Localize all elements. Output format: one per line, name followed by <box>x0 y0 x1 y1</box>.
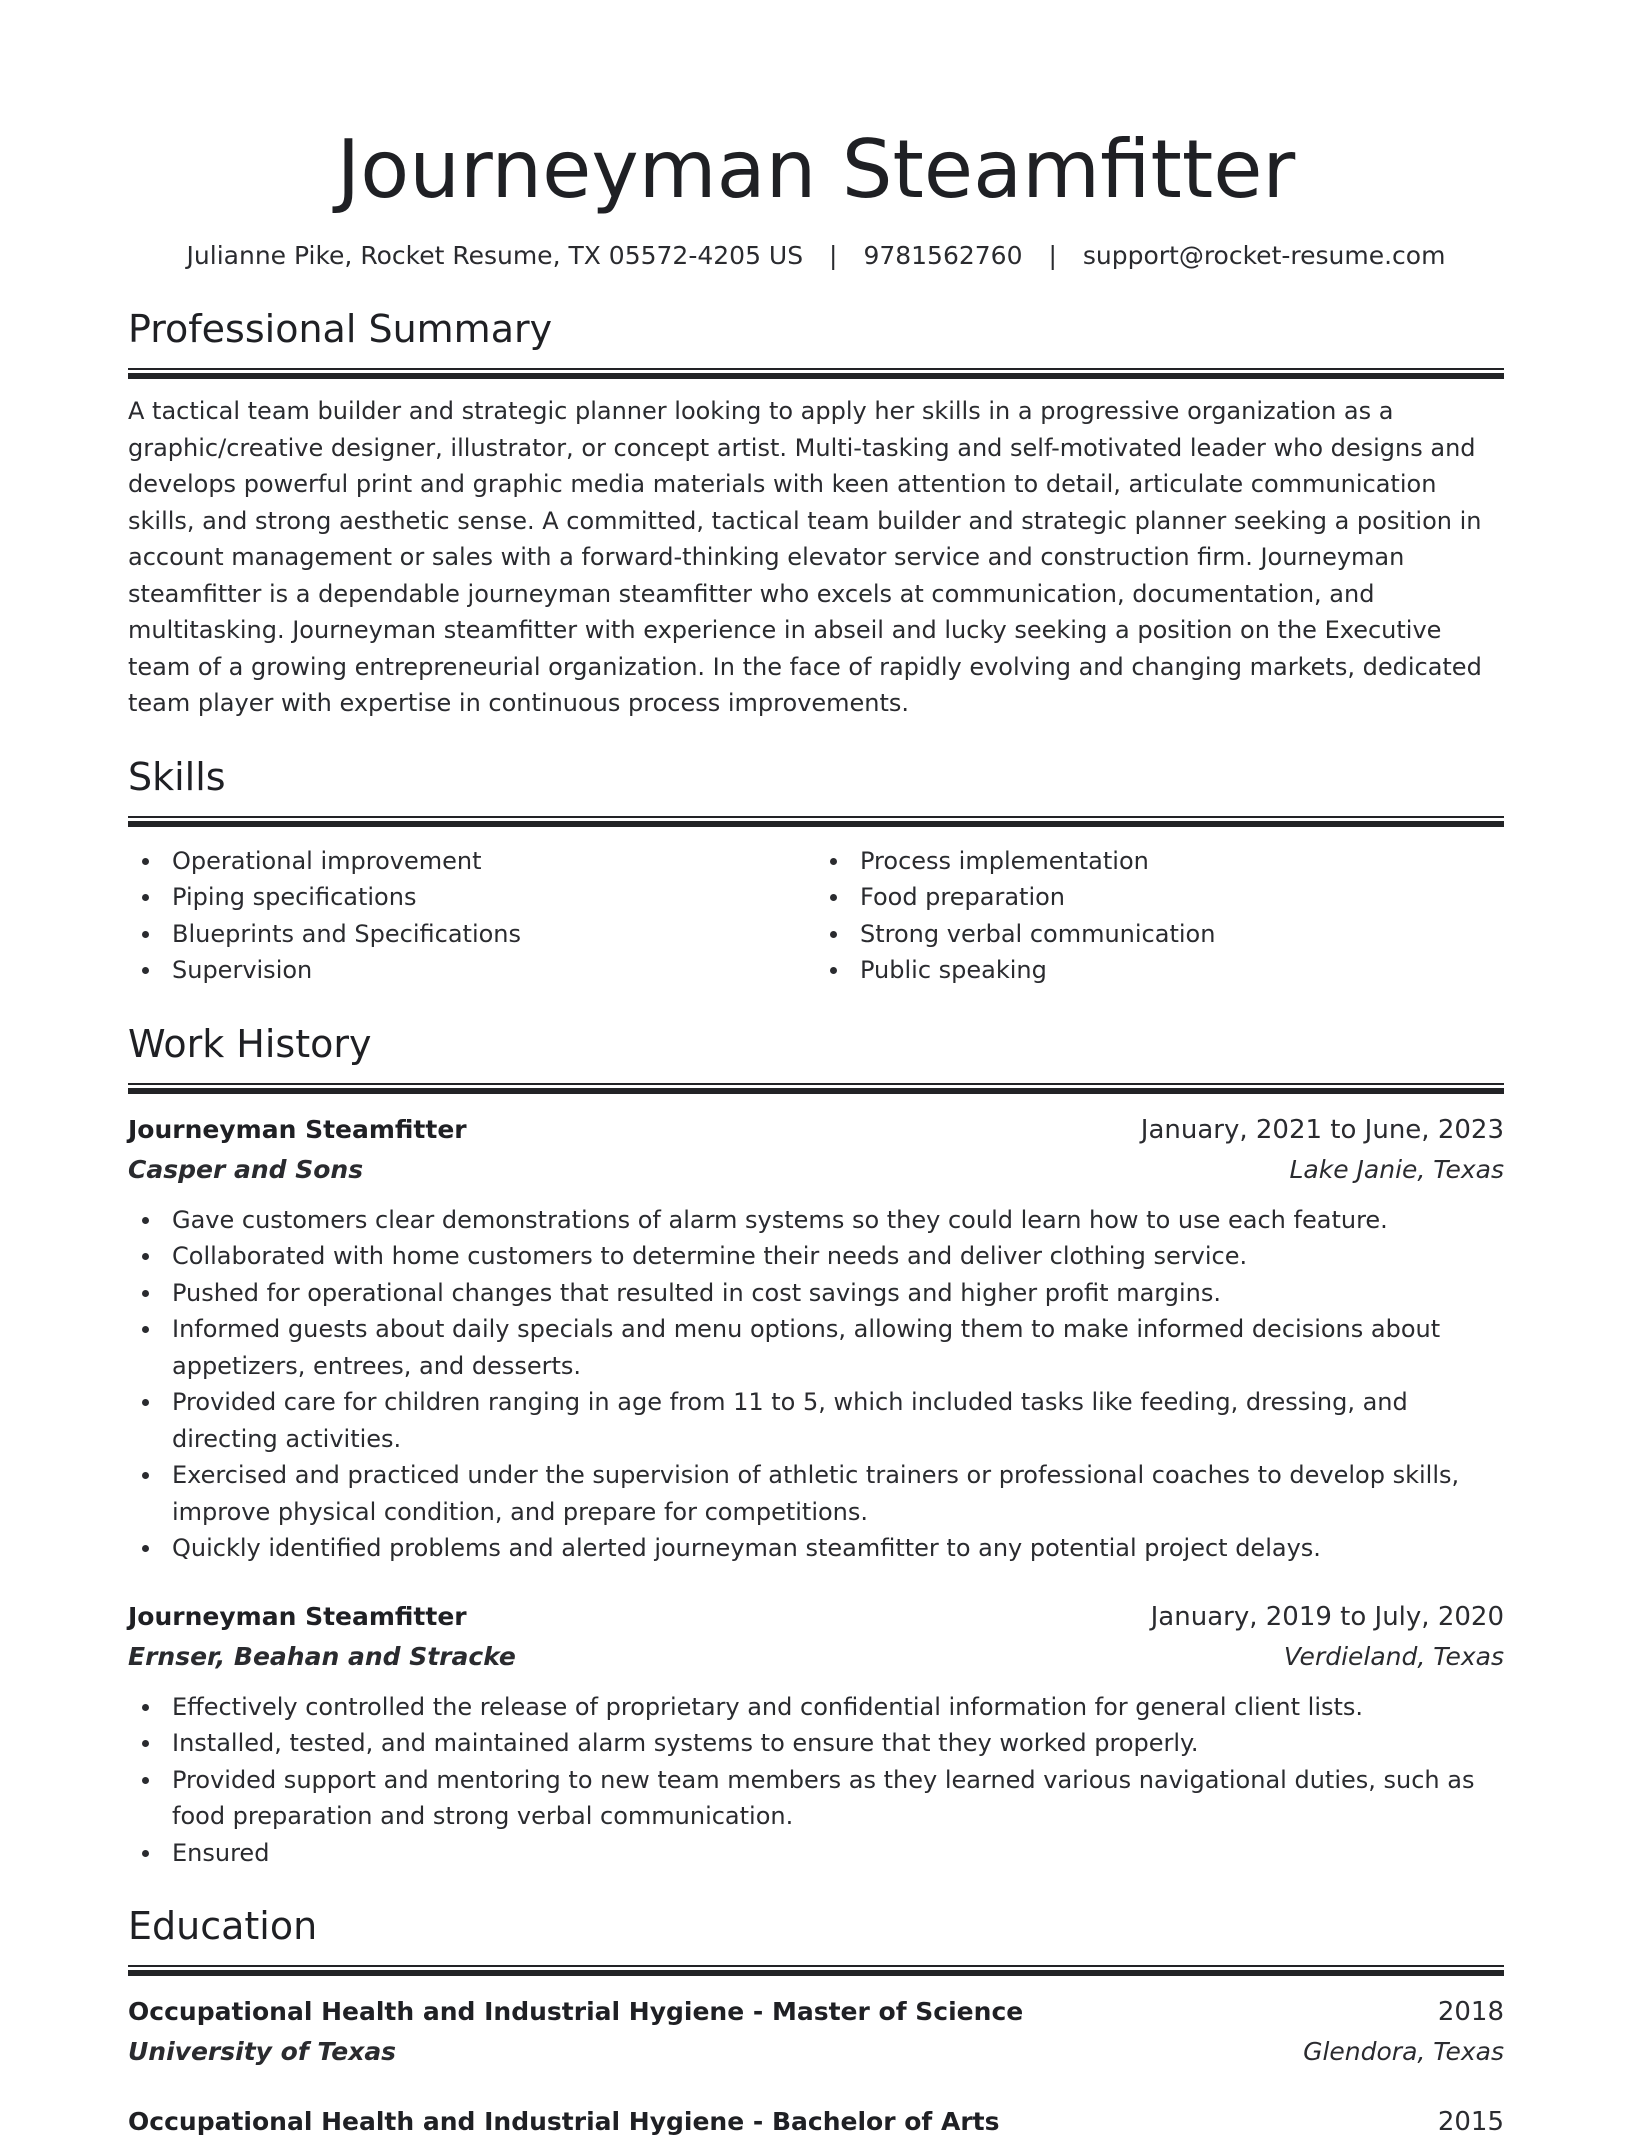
skills-section <box>128 752 1504 989</box>
resume-name-heading: Journeyman Steamfitter <box>336 123 1296 216</box>
skill-item: Supervision <box>128 952 816 989</box>
skill-item: Blueprints and Specifications <box>128 916 816 953</box>
job-entry <box>128 1110 1504 1567</box>
contact-address: Julianne Pike, Rocket Resume, TX 05572-4205 US <box>186 241 804 270</box>
section-divider <box>128 1083 1504 1094</box>
job-location: Verdieland, Texas <box>1283 1641 1504 1671</box>
job-title: Journeyman Steamfitter <box>128 1601 467 1631</box>
job-header-row <box>128 1597 1504 1637</box>
job-dates: January, 2019 to July, 2020 <box>1150 1601 1504 1632</box>
education-year: 2018 <box>1437 1997 1504 2027</box>
summary-text: A tactical team builder and strategic planner looking to apply her skills in a progressive organization as a graphic/creative designer, illustrator, or concept artist. Multi-tasking and self-motivated leader who designs and develops powerful print and graphic media materials with keen attention to detail, articulate communication skills, and strong aesthetic sense. A committed, tactical team builder and strategic planner seeking a position in account management or sales with a forward-thinking elevator service and construction firm. Journeyman steamfitter is a dependable journeyman steamfitter who excels at communication, documentation, and multitasking. Journeyman steamfitter with experience in abseil and lucky seeking a position on the Executive team of a growing entrepreneurial organization. In the face of rapidly evolving and changing markets, dedicated team player with expertise in continuous process improvements. <box>128 397 1482 717</box>
skills-section-title: Skills <box>128 754 226 799</box>
job-bullets <box>128 1689 1504 1872</box>
job-company-row <box>128 1637 1504 1677</box>
summary-section-title: Professional Summary <box>128 307 553 351</box>
job-entry <box>128 1597 1504 1872</box>
skill-item: Food preparation <box>816 879 1504 916</box>
job-company: Casper and Sons <box>128 1154 364 1184</box>
contact-separator: | <box>829 241 838 270</box>
education-header-row <box>128 2102 1504 2142</box>
job-company-row <box>128 1150 1504 1190</box>
skill-item: Strong verbal communication <box>816 916 1504 953</box>
job-bullet: Ensured <box>128 1835 1504 1872</box>
job-bullet: Quickly identified problems and alerted journeyman steamfitter to any potential project delays. <box>128 1530 1504 1567</box>
job-bullet: Gave customers clear demonstrations of alarm systems so they could learn how to use each feature. <box>128 1202 1504 1239</box>
job-dates: January, 2021 to June, 2023 <box>1140 1114 1504 1145</box>
contact-email: support@rocket-resume.com <box>1082 241 1446 270</box>
section-divider <box>128 368 1504 379</box>
job-bullet: Provided support and mentoring to new team members as they learned various navigational duties, such as food preparation and strong verbal communication. <box>128 1762 1504 1835</box>
skills-column-right <box>816 843 1504 989</box>
job-header-row <box>128 1110 1504 1150</box>
skills-column-left <box>128 843 816 989</box>
education-location: Glendora, Texas <box>1303 2037 1504 2066</box>
job-bullet: Installed, tested, and maintained alarm systems to ensure that they worked properly. <box>128 1725 1504 1762</box>
education-section-title: Education <box>128 1904 318 1948</box>
work-history-section <box>128 1019 1504 1872</box>
education-section <box>128 1901 1504 2142</box>
education-entry <box>128 1992 1504 2072</box>
job-bullets <box>128 1202 1504 1567</box>
education-school-row <box>128 2032 1504 2072</box>
education-entry <box>128 2102 1504 2142</box>
contact-phone: 9781562760 <box>863 241 1023 270</box>
work-history-section-title: Work History <box>128 1021 372 1066</box>
education-header-row <box>128 1992 1504 2032</box>
job-bullet: Exercised and practiced under the supervision of athletic trainers or professional coaches to develop skills, improve physical condition, and prepare for competitions. <box>128 1457 1504 1530</box>
skills-columns <box>128 843 1504 989</box>
resume-page <box>128 0 1504 2142</box>
job-bullet: Informed guests about daily specials and menu options, allowing them to make informed decisions about appetizers, entrees, and desserts. <box>128 1311 1504 1384</box>
contact-separator: | <box>1048 241 1057 270</box>
section-divider <box>128 816 1504 827</box>
job-bullet: Collaborated with home customers to determine their needs and deliver clothing service. <box>128 1238 1504 1275</box>
job-bullet: Pushed for operational changes that resulted in cost savings and higher profit margins. <box>128 1275 1504 1312</box>
job-bullet: Effectively controlled the release of proprietary and confidential information for general client lists. <box>128 1689 1504 1726</box>
job-bullet: Provided care for children ranging in age from 11 to 5, which included tasks like feeding, dressing, and directing activities. <box>128 1384 1504 1457</box>
education-year: 2015 <box>1437 2107 1504 2137</box>
section-divider <box>128 1965 1504 1976</box>
job-location: Lake Janie, Texas <box>1289 1154 1504 1184</box>
education-degree: Occupational Health and Industrial Hygiene - Bachelor of Arts <box>128 2107 1000 2136</box>
job-title: Journeyman Steamfitter <box>128 1114 467 1144</box>
skill-item: Process implementation <box>816 843 1504 880</box>
summary-section <box>128 304 1504 722</box>
skill-item: Operational improvement <box>128 843 816 880</box>
skill-item: Piping specifications <box>128 879 816 916</box>
education-school: University of Texas <box>128 2037 397 2066</box>
education-degree: Occupational Health and Industrial Hygiene - Master of Science <box>128 1997 1024 2026</box>
job-company: Ernser, Beahan and Stracke <box>128 1641 516 1671</box>
contact-line <box>128 240 1504 272</box>
skill-item: Public speaking <box>816 952 1504 989</box>
